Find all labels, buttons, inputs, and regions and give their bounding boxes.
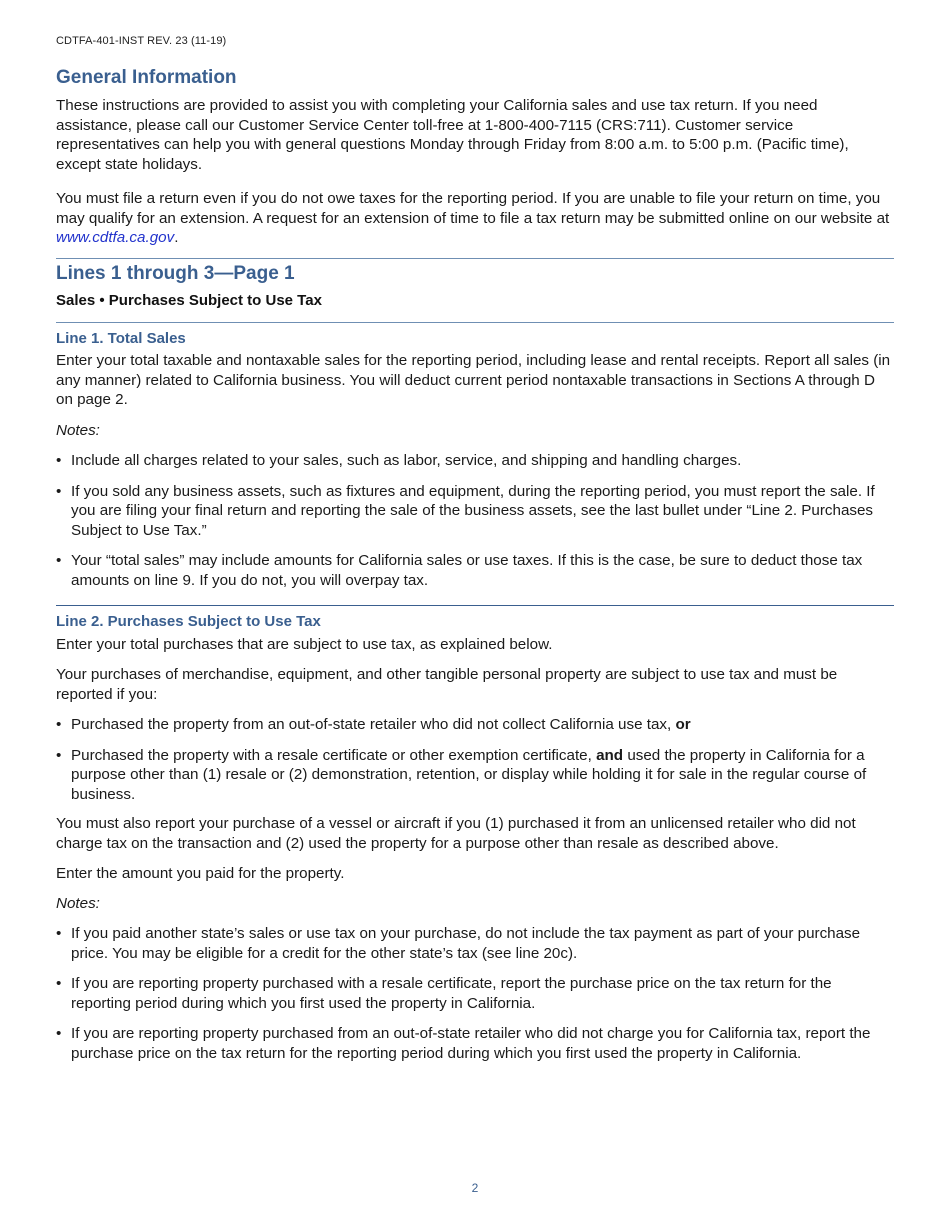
list-item-text-end: used the property in California for a purpose other than (1) resale or (2) demonstration, retention, or display while holding it for sale in the regular course of business. (71, 746, 867, 803)
list-item: • Include all charges related to your sales, such as labor, service, and shipping and handling charges. (56, 451, 894, 471)
section-divider (56, 258, 894, 259)
line-1-heading: Line 1. Total Sales (56, 330, 186, 347)
line-1-notes-label: Notes: (56, 422, 100, 439)
line-1-notes-list (56, 451, 894, 590)
form-id: CDTFA-401-INST REV. 23 (11-19) (56, 35, 227, 47)
line-2-paragraph-4: Enter the amount you paid for the property. (56, 865, 345, 882)
list-item: • If you sold any business assets, such as fixtures and equipment, during the reporting period, you must report the sale. If you are filing your final return and reporting the sale of the business assets, see the last bullet under “Line 2. Purchases Subject to Use Tax.” (56, 482, 894, 541)
list-item-text: Purchased the property from an out-of-state retailer who did not collect California use tax, (71, 716, 676, 733)
list-item: • Your “total sales” may include amounts for California sales or use taxes. If this is the case, be sure to deduct those tax amounts on line 9. If you do not, you will overpay tax. (56, 551, 894, 590)
line-1-paragraph: Enter your total taxable and nontaxable sales for the reporting period, including lease and rental receipts. Report all sales (in any manner) related to California business. You will deduct current period nontaxable transactions in Sections A through D on page 2. (56, 352, 891, 408)
list-item: • If you are reporting property purchased from an out-of-state retailer who did not charge you for California tax, report the purchase price on the tax return for the reporting period during which you first used the property in California. (56, 1024, 894, 1063)
section-divider (56, 605, 894, 606)
list-item-emphasis: and (596, 746, 624, 764)
line-2-notes-label: Notes: (56, 895, 100, 912)
general-info-heading: General Information (56, 67, 237, 88)
line-2-paragraph-3: You must also report your purchase of a vessel or aircraft if you (1) purchased it from an unlicensed retailer who did not charge tax on the transaction and (2) used the property for a purpose other than resale as described above. (56, 815, 856, 852)
subsection-divider (56, 322, 894, 323)
lines-1-3-heading: Lines 1 through 3—Page 1 (56, 263, 295, 284)
general-info-paragraph-2 (56, 189, 894, 248)
list-item: • If you are reporting property purchased with a resale certificate, report the purchase price on the tax return for the reporting period during which you first used the property in California. (56, 974, 894, 1013)
list-item (56, 715, 894, 735)
list-item-emphasis: or (675, 716, 691, 733)
general-info-paragraph-1: These instructions are provided to assist you with completing your California sales and use tax return. If you need assistance, please call our Customer Service Center toll-free at 1-800-400-7115 (CRS:711). Customer service representatives can help you with general questions Monday through Friday from 8:00 a.m. to 5:00 p.m. (Pacific time), except state holidays. (56, 97, 849, 173)
list-item-text: Purchased the property with a resale certificate or other exemption certificate, (71, 746, 597, 764)
list-item (56, 746, 894, 805)
line-2-heading: Line 2. Purchases Subject to Use Tax (56, 613, 321, 630)
line-2-notes-list (56, 924, 894, 1063)
general-info-paragraph-2-end: . (174, 229, 179, 246)
general-info-paragraph-2-text: You must file a return even if you do not owe taxes for the reporting period. If you are unable to file your return on time, you may qualify for an extension. A request for an extension of time to file a tax return may be submitted online on our website at (56, 190, 890, 227)
lines-1-3-subheading: Sales • Purchases Subject to Use Tax (56, 292, 322, 309)
page-number: 2 (471, 1181, 479, 1195)
cdtfa-website-link[interactable]: www.cdtfa.ca.gov (56, 229, 175, 246)
line-2-paragraph-1: Enter your total purchases that are subject to use tax, as explained below. (56, 636, 553, 653)
line-2-conditions-list (56, 715, 894, 804)
list-item: • If you paid another state’s sales or use tax on your purchase, do not include the tax payment as part of your purchase price. You may be eligible for a credit for the other state’s tax (see line 20c). (56, 924, 894, 963)
line-2-paragraph-2: Your purchases of merchandise, equipment, and other tangible personal property are subject to use tax and must be reported if you: (56, 666, 838, 703)
